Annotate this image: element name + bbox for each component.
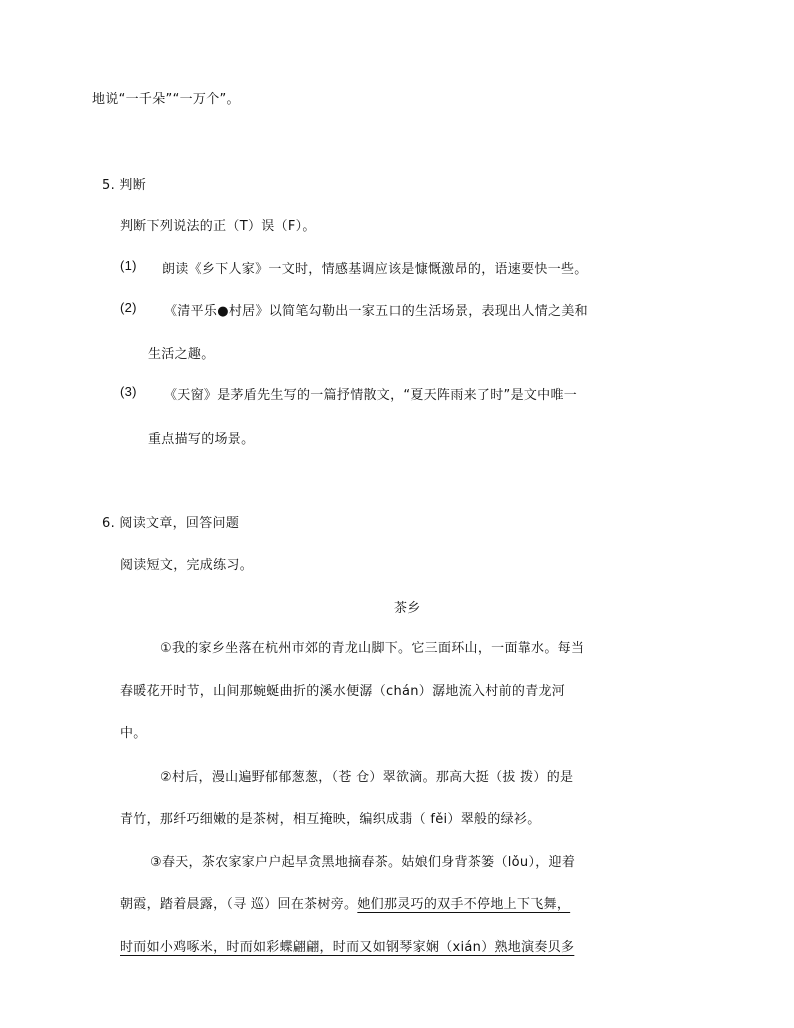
paragraph-1-line-3: 中。 bbox=[120, 726, 147, 741]
paragraph-2-line-1: ②村后，漫山遍野郁郁葱葱，（苍 仓）翠欲滴。那高大挺（拔 拨）的是 bbox=[160, 770, 574, 785]
q5-item-3-text: 《天窗》是茅盾先生写的一篇抒情散文，“夏天阵雨来了时”是文中唯一 bbox=[164, 388, 578, 403]
paragraph-1-line-1: ①我的家乡坐落在杭州市郊的青龙山脚下。它三面环山，一面靠水。每当 bbox=[160, 641, 585, 656]
q5-item-2-number: (2) bbox=[120, 300, 137, 315]
passage-title: 茶乡 bbox=[394, 601, 421, 616]
underlined-sentence-part-2: 时而如小鸡啄米，时而如彩蝶翩翩，时而又如钢琴家娴（xián）熟地演奏贝多 bbox=[120, 940, 575, 955]
q5-item-2-text: 《清平乐●村居》以简笔勾勒出一家五口的生活场景，表现出人情之美和 bbox=[164, 304, 588, 319]
q6-heading: 6. 阅读文章，回答问题 bbox=[102, 516, 240, 531]
q5-heading: 5. 判断 bbox=[102, 178, 147, 193]
paragraph-2-line-2: 青竹，那纤巧细嫩的是茶树，相互掩映，编织成翡（ fěi）翠般的绿衫。 bbox=[120, 812, 541, 827]
q5-item-3-number: (3) bbox=[120, 384, 137, 399]
q5-item-1-number: (1) bbox=[120, 258, 137, 273]
paragraph-3-line-2-plain: 朝霞，踏着晨露，（寻 巡）回在茶树旁。 bbox=[120, 897, 358, 912]
carryover-line: 地说“一千朵”“一万个”。 bbox=[92, 92, 240, 107]
paragraph-1-line-2: 春暖花开时节，山间那蜿蜒曲折的溪水便潺（chán）潺地流入村前的青龙河 bbox=[120, 684, 566, 699]
q5-item-3-text-cont: 重点描写的场景。 bbox=[148, 432, 255, 447]
q5-item-2-text-cont: 生活之趣。 bbox=[148, 347, 215, 362]
q5-item-1-text: 朗读《乡下人家》一文时，情感基调应该是慷慨激昂的，语速要快一些。 bbox=[162, 262, 588, 277]
underlined-sentence-part-1: 她们那灵巧的双手不停地上下飞舞， bbox=[357, 897, 571, 912]
q5-instruction: 判断下列说法的正（T）误（F）。 bbox=[120, 219, 316, 234]
paragraph-3-line-2 bbox=[120, 893, 570, 912]
q6-instruction: 阅读短文，完成练习。 bbox=[120, 558, 254, 573]
paragraph-3-line-1: ③春天，茶农家家户户起早贪黑地摘春茶。姑娘们身背茶篓（lǒu），迎着 bbox=[150, 855, 576, 870]
